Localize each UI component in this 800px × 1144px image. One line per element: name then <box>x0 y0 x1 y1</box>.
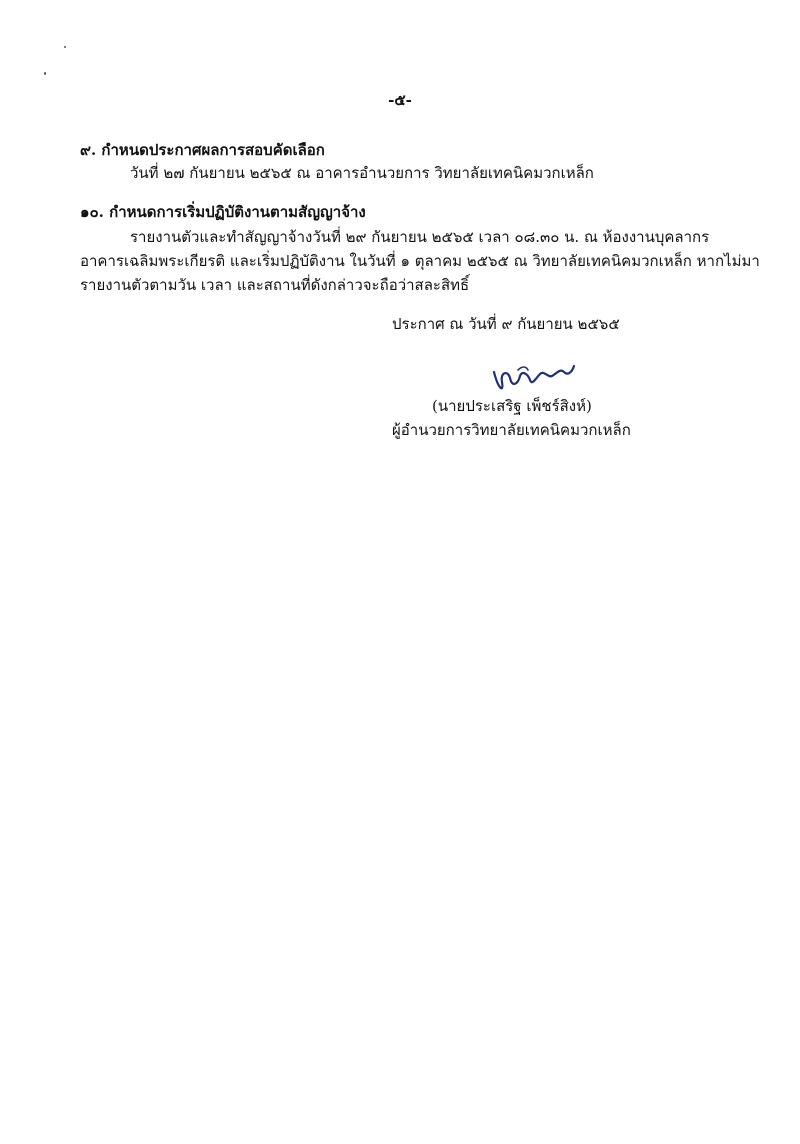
announcement-date: ประกาศ ณ วันที่ ๙ กันยายน ๒๕๖๕ <box>392 315 620 333</box>
section-10-text-line1: รายงานตัวและทำสัญญาจ้างวันที่ ๒๙ กันยายน ๒๕๖๕ เวลา ๐๘.๓๐ น. ณ ห้องงานบุคลากร <box>130 228 710 246</box>
section-10-heading: ๑๐. กำหนดการเริ่มปฏิบัติงานตามสัญญาจ้าง <box>80 203 366 221</box>
section-10-text-line3: รายงานตัวตามวัน เวลา และสถานที่ดังกล่าวจะถือว่าสละสิทธิ์ <box>80 276 470 294</box>
scan-speck <box>44 72 46 75</box>
section-10-text-line2: อาคารเฉลิมพระเกียรติ และเริ่มปฏิบัติงาน ในวันที่ ๑ ตุลาคม ๒๕๖๕ ณ วิทยาลัยเทคนิคมวกเหล็ก หากไม่มา <box>80 252 760 270</box>
signer-title: ผู้อำนวยการวิทยาลัยเทคนิคมวกเหล็ก <box>392 421 631 439</box>
section-9-text: วันที่ ๒๗ กันยายน ๒๕๖๕ ณ อาคารอำนวยการ วิทยาลัยเทคนิคมวกเหล็ก <box>130 164 594 182</box>
signature-image <box>488 362 578 398</box>
scan-speck <box>64 46 66 48</box>
page-number: -๕- <box>388 91 412 109</box>
signer-name: (นายประเสริฐ เพ็ชร์สิงห์) <box>432 397 592 415</box>
section-9-heading: ๙. กำหนดประกาศผลการสอบคัดเลือก <box>80 141 325 159</box>
